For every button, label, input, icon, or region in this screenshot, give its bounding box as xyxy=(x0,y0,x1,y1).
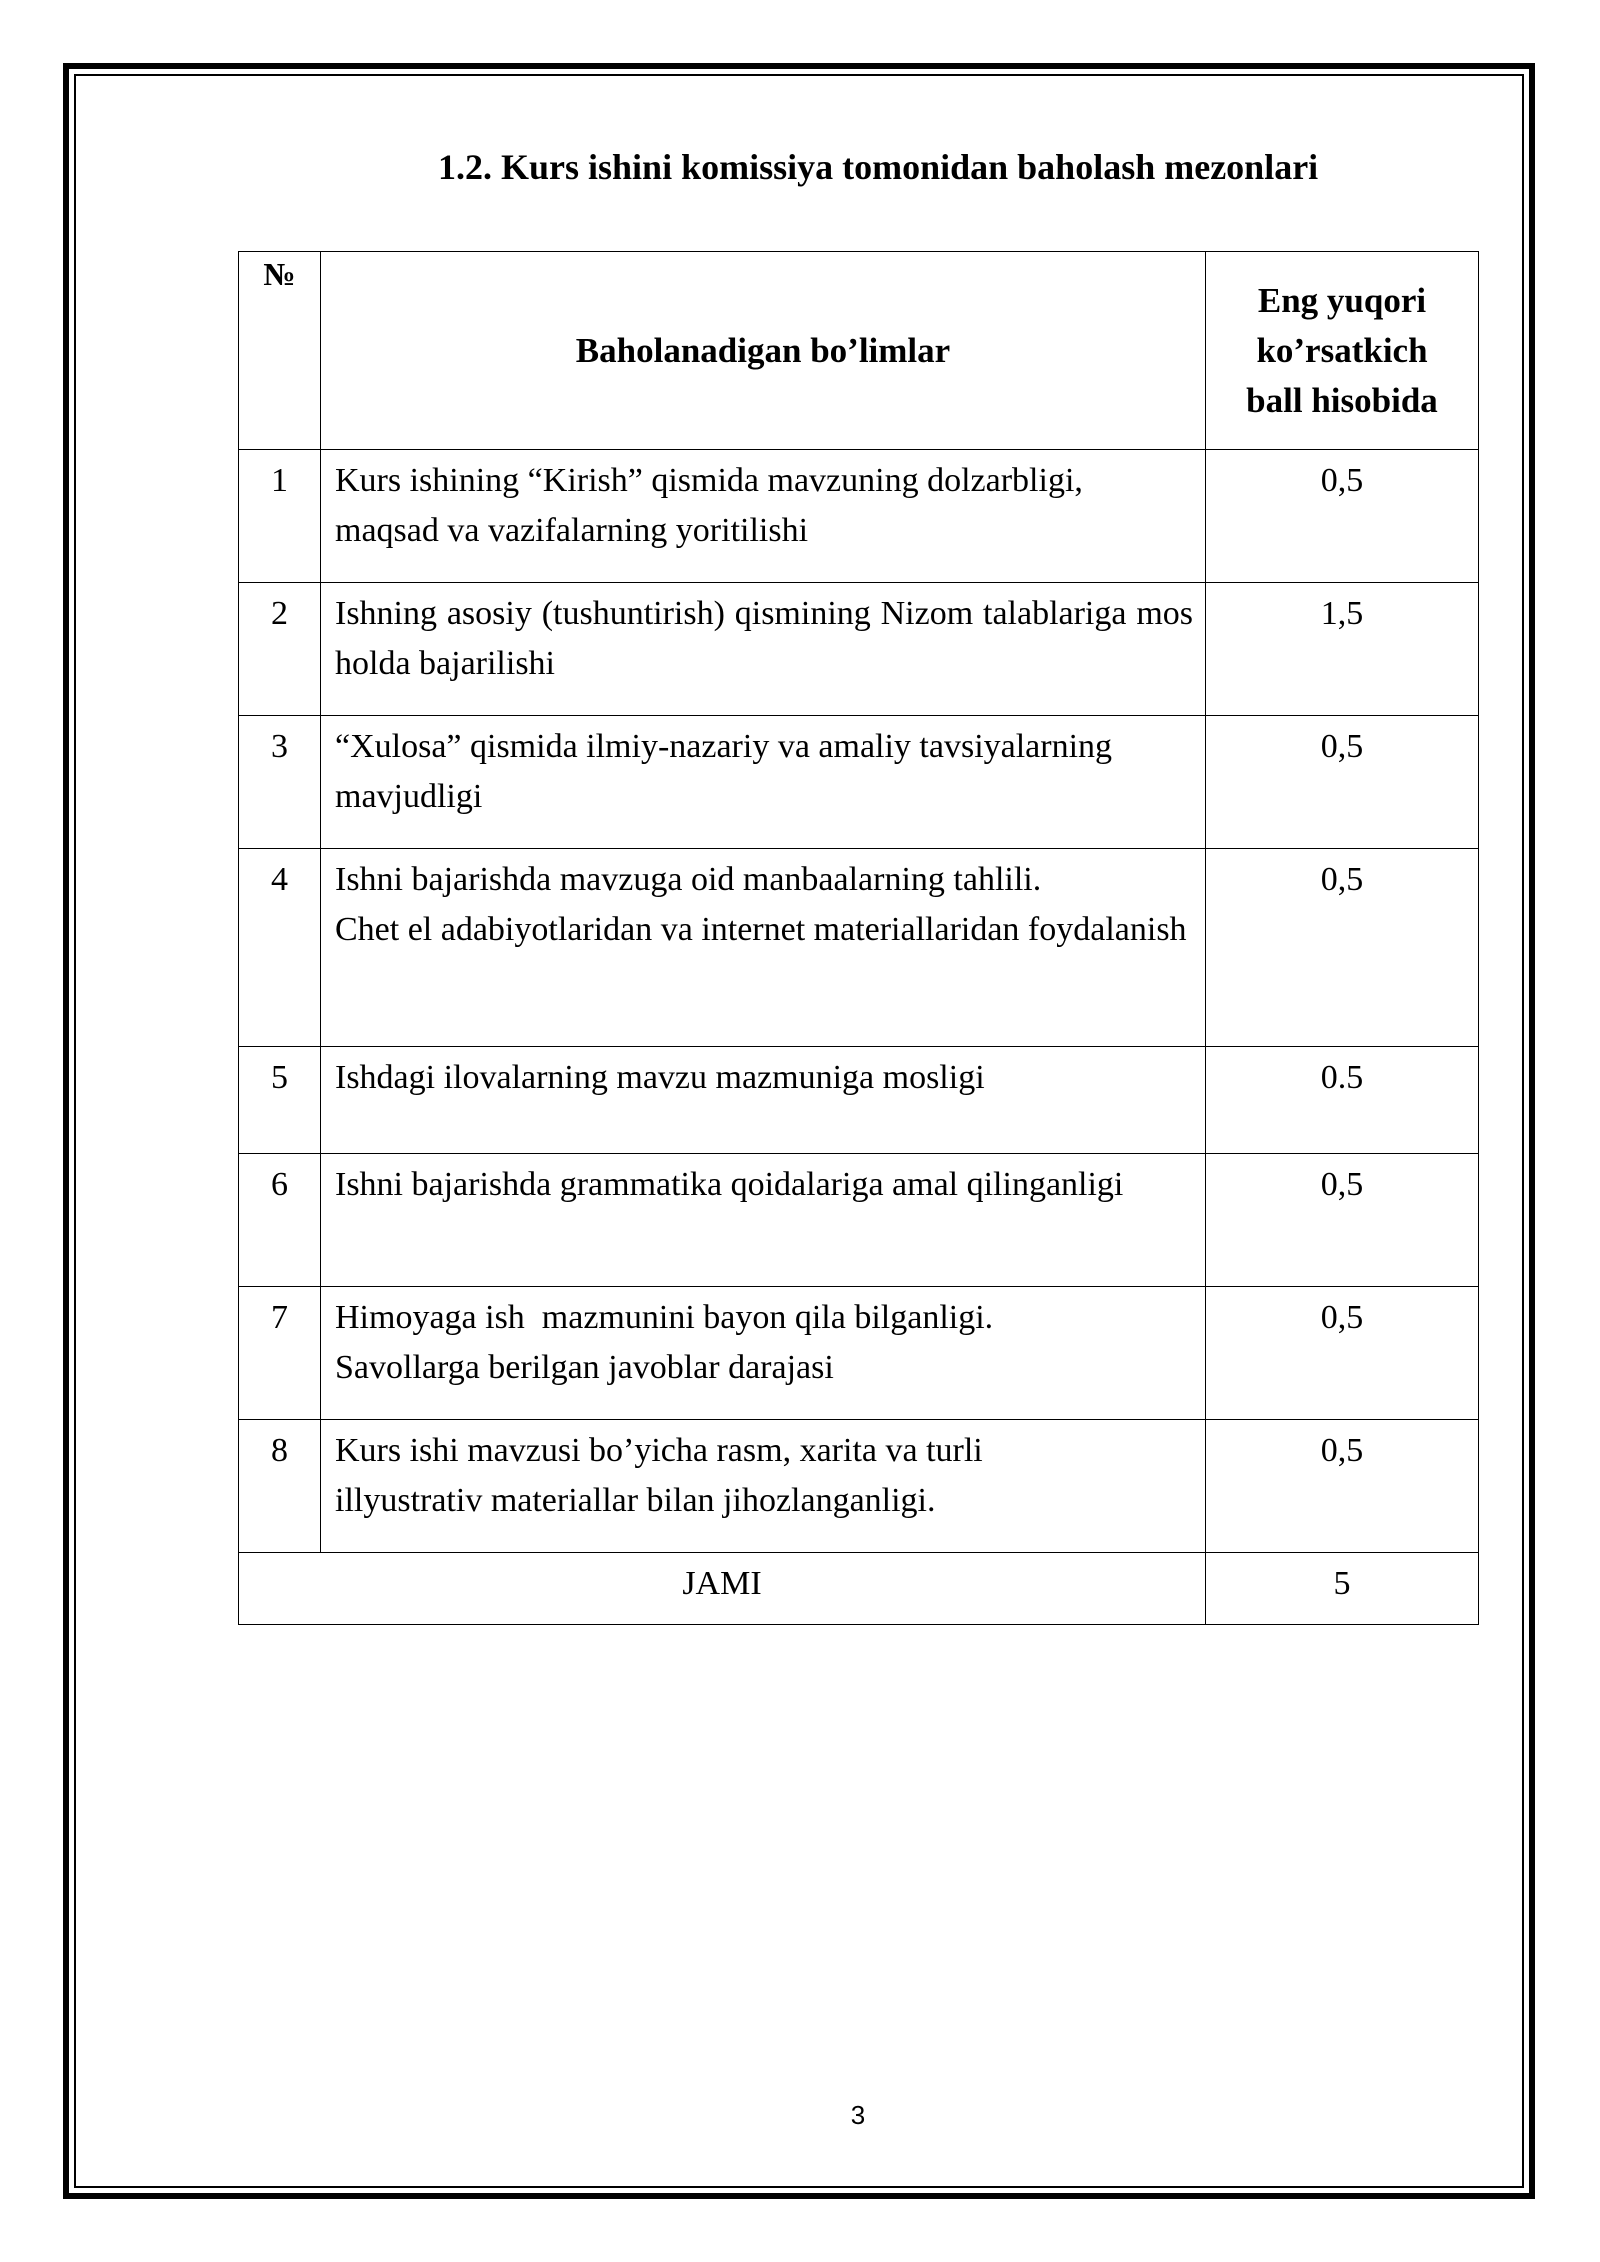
row-score: 0,5 xyxy=(1206,1420,1479,1553)
row-description-line1: Himoyaga ish mazmunini bayon qila bilganligi. xyxy=(335,1299,994,1336)
table-header-row xyxy=(239,252,1479,450)
row-description-line2: Chet el adabiyotlaridan va internet materiallaridan foydalanish xyxy=(335,911,1187,948)
row-description: Ishni bajarishda grammatika qoidalariga amal qilinganligi xyxy=(321,1154,1206,1287)
row-number: 6 xyxy=(239,1154,321,1287)
table-row xyxy=(239,583,1479,716)
row-description: Kurs ishining “Kirish” qismida mavzuning dolzarbligi, maqsad va vazifalarning yoritilishi xyxy=(321,450,1206,583)
row-number: 7 xyxy=(239,1287,321,1420)
row-description: “Xulosa” qismida ilmiy-nazariy va amaliy tavsiyalarning mavjudligi xyxy=(321,716,1206,849)
row-number: 2 xyxy=(239,583,321,716)
header-max-score xyxy=(1206,252,1479,450)
table-row xyxy=(239,1420,1479,1553)
row-description-line2: illyustrativ materiallar bilan jihozlanganligi. xyxy=(335,1482,936,1519)
row-description-line2: Savollarga berilgan javoblar darajasi xyxy=(335,1349,834,1386)
row-number: 1 xyxy=(239,450,321,583)
row-description xyxy=(321,849,1206,1047)
row-description: Ishdagi ilovalarning mavzu mazmuniga mosligi xyxy=(321,1047,1206,1154)
row-score: 0,5 xyxy=(1206,849,1479,1047)
row-description xyxy=(321,1287,1206,1420)
table-row xyxy=(239,716,1479,849)
header-number: № xyxy=(239,252,321,450)
row-number: 4 xyxy=(239,849,321,1047)
row-number: 5 xyxy=(239,1047,321,1154)
row-score: 0,5 xyxy=(1206,450,1479,583)
row-score: 0,5 xyxy=(1206,1287,1479,1420)
header-sections: Baholanadigan bo’limlar xyxy=(321,252,1206,450)
row-score: 0,5 xyxy=(1206,716,1479,849)
row-score: 0.5 xyxy=(1206,1047,1479,1154)
document-title: 1.2. Kurs ishini komissiya tomonidan baholash mezonlari xyxy=(438,147,1319,187)
table-row xyxy=(239,1154,1479,1287)
header-score-line1: Eng yuqori xyxy=(1257,280,1427,320)
page-number: 3 xyxy=(850,2100,866,2130)
header-score-line3: ball hisobida xyxy=(1246,380,1438,420)
table-total-row xyxy=(239,1553,1479,1625)
row-score: 0,5 xyxy=(1206,1154,1479,1287)
row-score: 1,5 xyxy=(1206,583,1479,716)
table-row xyxy=(239,1047,1479,1154)
header-score-line2: ko’rsatkich xyxy=(1256,330,1428,370)
row-description xyxy=(321,1420,1206,1553)
total-label: JAMI xyxy=(239,1553,1206,1625)
row-number: 3 xyxy=(239,716,321,849)
table-row xyxy=(239,1287,1479,1420)
row-description-line1: Kurs ishi mavzusi bo’yicha rasm, xarita va turli xyxy=(335,1432,983,1469)
table-row xyxy=(239,849,1479,1047)
table-row xyxy=(239,450,1479,583)
row-number: 8 xyxy=(239,1420,321,1553)
row-description: Ishning asosiy (tushuntirish) qismining Nizom talablariga mos holda bajarilishi xyxy=(321,583,1206,716)
row-description-line1: Ishni bajarishda mavzuga oid manbaalarning tahlili. xyxy=(335,861,1042,898)
criteria-table xyxy=(238,251,1479,1625)
total-score: 5 xyxy=(1206,1553,1479,1625)
